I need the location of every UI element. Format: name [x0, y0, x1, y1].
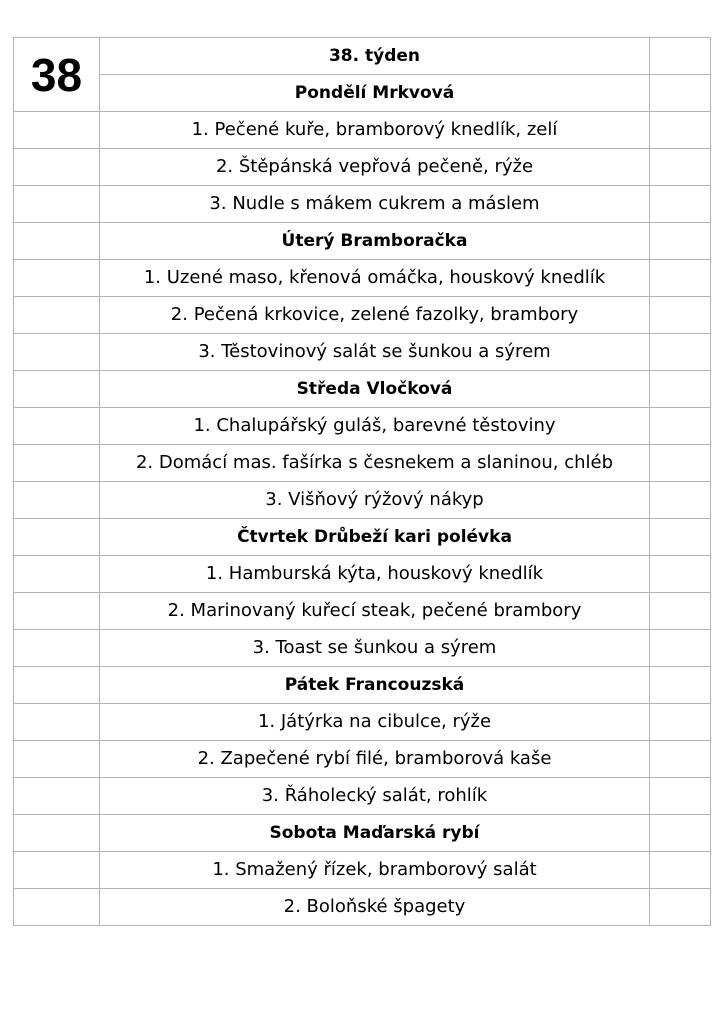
menu-item-text: 1. Uzené maso, křenová omáčka, houskový knedlík	[100, 260, 650, 297]
empty-cell	[650, 778, 711, 815]
menu-item-text: 3. Těstovinový salát se šunkou a sýrem	[100, 334, 650, 371]
empty-cell	[650, 38, 711, 75]
empty-cell	[14, 297, 100, 334]
empty-cell	[650, 593, 711, 630]
empty-cell	[650, 112, 711, 149]
empty-cell	[650, 260, 711, 297]
table-row	[14, 260, 711, 297]
empty-cell	[14, 112, 100, 149]
empty-cell	[650, 445, 711, 482]
empty-cell	[650, 741, 711, 778]
empty-cell	[650, 889, 711, 926]
empty-cell	[650, 186, 711, 223]
table-row	[14, 778, 711, 815]
table-row	[14, 297, 711, 334]
empty-cell	[14, 704, 100, 741]
table-row	[14, 667, 711, 704]
empty-cell	[650, 482, 711, 519]
table-row	[14, 75, 711, 112]
empty-cell	[14, 408, 100, 445]
table-row	[14, 408, 711, 445]
menu-item-text: 2. Štěpánská vepřová pečeně, rýže	[100, 149, 650, 186]
empty-cell	[650, 223, 711, 260]
empty-cell	[14, 149, 100, 186]
day-soup-heading: Čtvrtek Drůbeží kari polévka	[100, 519, 650, 556]
table-row	[14, 556, 711, 593]
menu-item-text: 3. Višňový rýžový nákyp	[100, 482, 650, 519]
table-row	[14, 889, 711, 926]
empty-cell	[650, 852, 711, 889]
empty-cell	[650, 704, 711, 741]
empty-cell	[14, 889, 100, 926]
menu-item-text: 1. Hamburská kýta, houskový knedlík	[100, 556, 650, 593]
empty-cell	[650, 334, 711, 371]
empty-cell	[14, 667, 100, 704]
table-row	[14, 815, 711, 852]
day-soup-heading: Středa Vločková	[100, 371, 650, 408]
menu-item-text: 1. Pečené kuře, bramborový knedlík, zelí	[100, 112, 650, 149]
empty-cell	[14, 778, 100, 815]
menu-row-text: Pondělí Mrkvová	[100, 75, 650, 112]
table-row	[14, 630, 711, 667]
empty-cell	[14, 741, 100, 778]
empty-cell	[14, 445, 100, 482]
table-row	[14, 852, 711, 889]
day-soup-heading: Úterý Bramboračka	[100, 223, 650, 260]
day-soup-heading: Pátek Francouzská	[100, 667, 650, 704]
table-row	[14, 371, 711, 408]
empty-cell	[14, 482, 100, 519]
weekly-menu-table	[13, 37, 711, 926]
empty-cell	[14, 593, 100, 630]
menu-item-text: 2. Zapečené rybí filé, bramborová kaše	[100, 741, 650, 778]
menu-item-text: 2. Marinovaný kuřecí steak, pečené brambory	[100, 593, 650, 630]
menu-row-text: 38. týden	[100, 38, 650, 75]
empty-cell	[650, 149, 711, 186]
week-number: 38	[14, 38, 100, 112]
table-row	[14, 186, 711, 223]
empty-cell	[14, 556, 100, 593]
empty-cell	[14, 371, 100, 408]
empty-cell	[14, 223, 100, 260]
empty-cell	[650, 371, 711, 408]
table-row	[14, 741, 711, 778]
empty-cell	[650, 408, 711, 445]
empty-cell	[14, 852, 100, 889]
table-row	[14, 704, 711, 741]
empty-cell	[650, 815, 711, 852]
menu-body	[14, 38, 711, 926]
empty-cell	[14, 260, 100, 297]
menu-item-text: 1. Játýrka na cibulce, rýže	[100, 704, 650, 741]
empty-cell	[650, 667, 711, 704]
empty-cell	[14, 519, 100, 556]
day-soup-heading: Sobota Maďarská rybí	[100, 815, 650, 852]
menu-item-text: 3. Nudle s mákem cukrem a máslem	[100, 186, 650, 223]
empty-cell	[650, 75, 711, 112]
empty-cell	[650, 297, 711, 334]
menu-item-text: 3. Toast se šunkou a sýrem	[100, 630, 650, 667]
table-row	[14, 519, 711, 556]
empty-cell	[650, 519, 711, 556]
menu-item-text: 1. Smažený řízek, bramborový salát	[100, 852, 650, 889]
table-row	[14, 445, 711, 482]
empty-cell	[650, 630, 711, 667]
table-row	[14, 593, 711, 630]
table-row	[14, 223, 711, 260]
table-row	[14, 149, 711, 186]
table-row	[14, 334, 711, 371]
empty-cell	[14, 815, 100, 852]
table-row	[14, 112, 711, 149]
menu-item-text: 2. Domácí mas. fašírka s česnekem a slaninou, chléb	[100, 445, 650, 482]
menu-item-text: 1. Chalupářský guláš, barevné těstoviny	[100, 408, 650, 445]
menu-item-text: 2. Boloňské špagety	[100, 889, 650, 926]
empty-cell	[14, 334, 100, 371]
empty-cell	[14, 186, 100, 223]
table-row	[14, 38, 711, 75]
menu-item-text: 2. Pečená krkovice, zelené fazolky, brambory	[100, 297, 650, 334]
table-row	[14, 482, 711, 519]
menu-item-text: 3. Řáholecký salát, rohlík	[100, 778, 650, 815]
empty-cell	[650, 556, 711, 593]
empty-cell	[14, 630, 100, 667]
